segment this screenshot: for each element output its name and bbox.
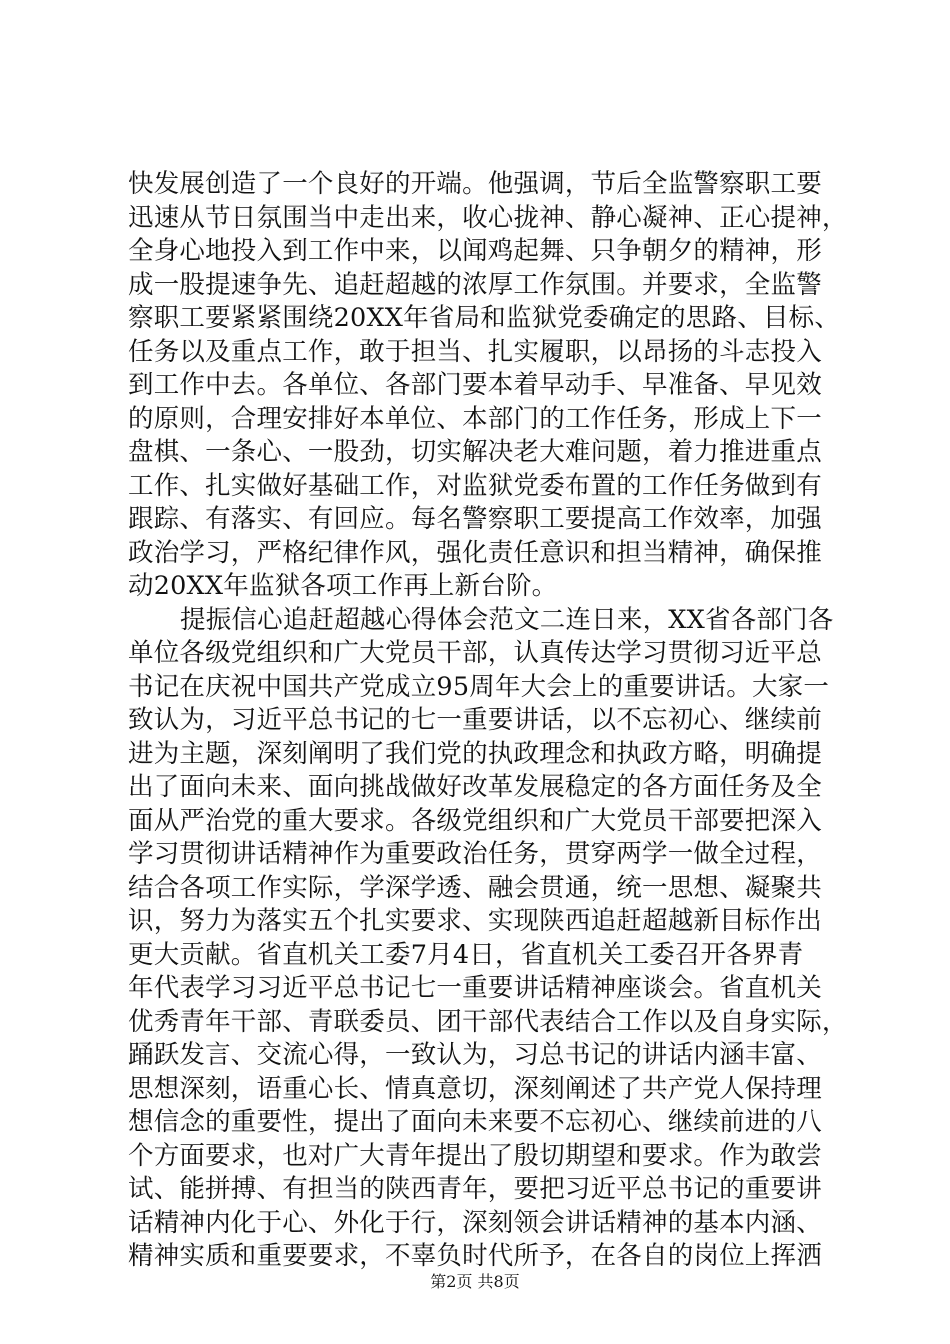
text-line: 工作、扎实做好基础工作，对监狱党委布置的工作任务做到有 (128, 470, 822, 501)
text-line: 优秀青年干部、青联委员、团干部代表结合工作以及自身实际， (128, 1006, 848, 1037)
text-line: 跟踪、有落实、有回应。每名警察职工要提高工作效率，加强 (128, 504, 822, 534)
text-line: 面从严治党的重大要求。各级党组织和广大党员干部要把深入 (128, 805, 822, 836)
text-line: 快发展创造了一个良好的开端。他强调，节后全监警察职工要 (128, 169, 822, 199)
text-line: 政治学习，严格纪律作风，强化责任意识和担当精神，确保推 (128, 537, 822, 568)
text-line: 踊跃发言、交流心得，一致认为，习总书记的讲话内涵丰富、 (128, 1040, 822, 1070)
paragraph-first-line: 提振信心追赶超越心得体会范文二连日来，XX省各部门各 (180, 604, 834, 635)
text-line: 的原则，合理安排好本单位、本部门的工作任务，形成上下一 (128, 403, 822, 434)
text-line: 书记在庆祝中国共产党成立95周年大会上的重要讲话。大家一 (128, 671, 830, 702)
text-line: 迅速从节日氛围当中走出来，收心拢神、静心凝神、正心提神， (128, 202, 848, 233)
text-line: 精神实质和重要要求，不辜负时代所予，在各自的岗位上挥洒 (128, 1241, 822, 1271)
text-line: 单位各级党组织和广大党员干部，认真传达学习贯彻习近平总 (128, 638, 822, 668)
text-line: 学习贯彻讲话精神作为重要政治任务，贯穿两学一做全过程， (128, 839, 822, 869)
text-line: 个方面要求，也对广大青年提出了殷切期望和要求。作为敢尝 (128, 1140, 822, 1171)
page-footer (0, 1272, 950, 1292)
text-line: 识，努力为落实五个扎实要求、实现陕西追赶超越新目标作出 (128, 906, 822, 936)
text-line: 进为主题，深刻阐明了我们党的执政理念和执政方略，明确提 (128, 738, 822, 769)
text-line: 全身心地投入到工作中来，以闻鸡起舞、只争朝夕的精神，形 (128, 236, 822, 266)
text-line: 盘棋、一条心、一股劲，切实解决老大难问题，着力推进重点 (128, 437, 822, 467)
text-line: 致认为，习近平总书记的七一重要讲话，以不忘初心、继续前 (128, 705, 822, 735)
text-line: 想信念的重要性，提出了面向未来要不忘初心、继续前进的八 (128, 1107, 822, 1137)
text-line: 结合各项工作实际，学深学透、融会贯通，统一思想、凝聚共 (128, 872, 822, 903)
text-line: 到工作中去。各单位、各部门要本着早动手、早准备、早见效 (128, 370, 822, 400)
body-text (128, 168, 848, 1274)
text-line: 动20XX年监狱各项工作再上新台阶。 (128, 571, 558, 601)
page-number-label: 第2页 共8页 (430, 1272, 520, 1291)
text-line: 年代表学习习近平总书记七一重要讲话精神座谈会。省直机关 (128, 973, 822, 1003)
text-line: 话精神内化于心、外化于行，深刻领会讲话精神的基本内涵、 (128, 1207, 822, 1238)
text-line: 察职工要紧紧围绕20XX年省局和监狱党委确定的思路、目标、 (128, 303, 841, 333)
text-line: 思想深刻，语重心长、情真意切，深刻阐述了共产党人保持理 (128, 1073, 822, 1104)
text-line: 成一股提速争先、追赶超越的浓厚工作氛围。并要求，全监警 (128, 269, 822, 300)
text-line: 更大贡献。省直机关工委7月4日，省直机关工委召开各界青 (128, 939, 804, 970)
text-line: 试、能拼搏、有担当的陕西青年，要把习近平总书记的重要讲 (128, 1174, 822, 1204)
text-line: 出了面向未来、面向挑战做好改革发展稳定的各方面任务及全 (128, 772, 822, 802)
text-line: 任务以及重点工作，敢于担当、扎实履职，以昂扬的斗志投入 (128, 336, 822, 367)
